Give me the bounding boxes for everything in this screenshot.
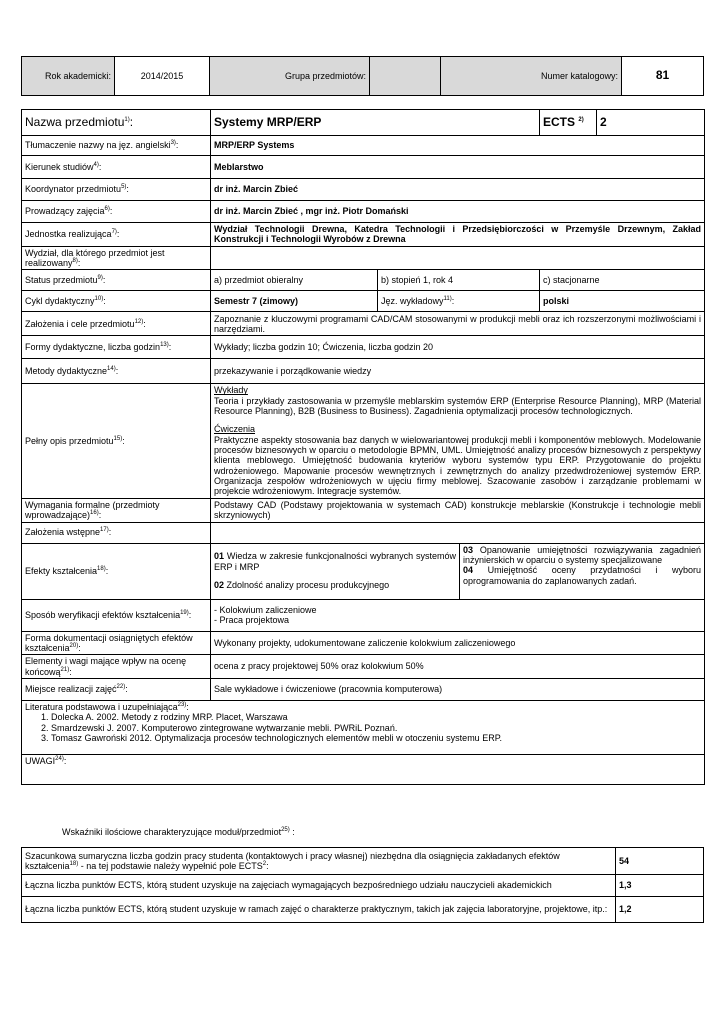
forma-label: Forma dokumentacji osiągniętych efektów kształcenia$^{20)}$: xyxy=(22,631,211,655)
elem-label: Elementy i wagi mające wpływ na ocenę końcową$^{21)}$: xyxy=(22,655,211,679)
metody-value: przekazywanie i porządkowanie wiedzy xyxy=(211,359,705,384)
prow-label: Prowadzący zajęcia$^{6)}$: xyxy=(22,201,211,223)
opis-value xyxy=(211,384,705,498)
ind-row3-value: 1,2 xyxy=(616,897,704,923)
wst-value xyxy=(211,522,705,543)
opis-wyklady-heading: Wykłady xyxy=(214,385,248,396)
nazwa-label: Nazwa przedmiotu$^{1)}$: xyxy=(22,110,211,136)
ind-row1-value: 54 xyxy=(616,848,704,875)
kier-value: Meblarstwo xyxy=(211,156,705,179)
wst-label: Założenia wstępne$^{17)}$: xyxy=(22,522,211,543)
wydz-label: Wydział, dla którego przedmiot jest realizowany$^{8)}$: xyxy=(22,246,211,270)
ects-value: 2 xyxy=(597,110,705,136)
jez-label: Jęz. wykładowy$^{11)}$: xyxy=(378,291,540,312)
status-c: c) stacjonarne xyxy=(540,270,705,291)
literatura xyxy=(22,700,705,754)
opis-cwiczenia-text: Praktyczne aspekty stosowania baz danych w wielowariantowej produkcji mebli i komponentów meblowych. Modelowanie procesów biznesowych w oparciu o metodologie BPMN, UML. Umiejętność analizy procesów biznesowych z perspektywy klienta meblowego. Umiejętność budowania kryteriów wyboru systemów typu ERP. Przygotowanie do projektu wdrożeniowego. Mapowanie procesów wewnętrznych i zewnętrznych do analizy przedwdrożeniowej systemów ERP. Organizacja zespołów wdrożeniowych w ujęciu firmy meblowej. Szacowanie zasobów i zarządzanie problemami w projekcie wdrożeniowym. Integracje systemów. xyxy=(214,434,701,497)
uwagi: UWAGI$^{24)}$: xyxy=(22,754,705,784)
zal-label: Założenia i cele przedmiotu$^{12)}$: xyxy=(22,312,211,336)
nazwa-value: Systemy MRP/ERP xyxy=(211,110,540,136)
status-b: b) stopień 1, rok 4 xyxy=(378,270,540,291)
wym-label: Wymagania formalne (przedmioty wprowadzające)$^{16)}$: xyxy=(22,498,211,522)
rok-value: 2014/2015 xyxy=(115,57,210,96)
ef-04: 04 Umiejętność oceny przydatności i wyboru oprogramowania do zaplanowanych zadań. xyxy=(463,565,701,586)
rok-label: Rok akademicki: xyxy=(22,57,115,96)
kier-label: Kierunek studiów$^{4)}$: xyxy=(22,156,211,179)
ef-01: 01 Wiedza w zakresie funkcjonalności wybranych systemów ERP i MRP xyxy=(214,551,456,572)
jedn-label: Jednostka realizująca$^{7)}$: xyxy=(22,223,211,247)
miejsce-value: Sale wykładowe i ćwiczeniowe (pracownia komputerowa) xyxy=(211,678,705,700)
ects-label: ECTS $^{2)}$ xyxy=(540,110,597,136)
ef-02: 02 Zdolność analizy procesu produkcyjnego xyxy=(214,580,390,591)
status-a: a) przedmiot obieralny xyxy=(211,270,378,291)
miejsce-label: Miejsce realizacji zajęć$^{22)}$: xyxy=(22,678,211,700)
ef-label: Efekty kształcenia$^{18)}$: xyxy=(22,543,211,599)
list-item: 3. Tomasz Gawroński 2012. Optymalizacja procesów technologicznych elementów mebli w otoczeniu systemu ERP. xyxy=(51,733,701,743)
forma-value: Wykonany projekty, udokumentowane zaliczenie kolokwium zaliczeniowego xyxy=(211,631,705,655)
cykl-value: Semestr 7 (zimowy) xyxy=(211,291,378,312)
list-item: 1. Dolecka A. 2002. Metody z rodziny MRP. Placet, Warszawa xyxy=(51,712,701,722)
koord-value: dr inż. Marcin Zbieć xyxy=(211,179,705,201)
list-item: - Praca projektowa xyxy=(214,615,290,625)
lit-label: Literatura podstawowa i uzupełniająca$^{23)}$: xyxy=(25,701,189,712)
spos-label: Sposób weryfikacji efektów kształcenia$^{19)}$: xyxy=(22,599,211,631)
ind-row1-text: Szacunkowa sumaryczna liczba godzin pracy studenta (kontaktowych i pracy własnej) niezbędna dla osiągnięcia zakładanych efektów kształcenia$^{18)}$ - na tej podstawie należy wypełnić pole ECTS$^2$: xyxy=(22,848,616,875)
koord-label: Koordynator przedmiotu$^{5)}$: xyxy=(22,179,211,201)
list-item: 2. Smardzewski J. 2007. Komputerowo zintegrowane wytwarzanie mebli. PWRiL Poznań. xyxy=(51,723,701,733)
elem-value: ocena z pracy projektowej 50% oraz kolokwium 50% xyxy=(211,655,705,679)
course-table xyxy=(21,109,705,785)
catalog-header xyxy=(21,56,704,96)
prow-value: dr inż. Marcin Zbieć , mgr inż. Piotr Domański xyxy=(211,201,705,223)
status-label: Status przedmiotu$^{9)}$: xyxy=(22,270,211,291)
jez-value: polski xyxy=(540,291,705,312)
ef-right xyxy=(460,543,705,599)
metody-label: Metody dydaktyczne$^{14)}$: xyxy=(22,359,211,384)
numer-label: Numer katalogowy: xyxy=(441,57,622,96)
grupa-label: Grupa przedmiotów: xyxy=(210,57,370,96)
ind-row3-text: Łączna liczba punktów ECTS, którą student uzyskuje w ramach zajęć o charakterze praktycznym, takich jak zajęcia laboratoryjne, projektowe, itp.: xyxy=(22,897,616,923)
cykl-label: Cykl dydaktyczny$^{10)}$: xyxy=(22,291,211,312)
jedn-value: Wydział Technologii Drewna, Katedra Technologii i Przedsiębiorczości w Przemyśle Drzewnym, Zakład Konstrukcji i Technologii Wyrobów z Drewna xyxy=(211,223,705,247)
opis-cwiczenia-heading: Ćwiczenia xyxy=(214,424,256,435)
ef-left xyxy=(211,543,460,599)
wydz-value xyxy=(211,246,705,270)
spos-value xyxy=(211,599,705,631)
wym-value: Podstawy CAD (Podstawy projektowania w systemach CAD) konstrukcje meblarskie (Konstrukcje i technologie mebli skrzyniowych) xyxy=(211,498,705,522)
ind-row2-text: Łączna liczba punktów ECTS, którą student uzyskuje na zajęciach wymagających bezpośredniego udziału nauczycieli akademickich xyxy=(22,875,616,897)
formy-value: Wykłady; liczba godzin 10; Ćwiczenia, liczba godzin 20 xyxy=(211,336,705,359)
list-item: - Kolokwium zaliczeniowe xyxy=(214,604,317,615)
zal-value: Zapoznanie z kluczowymi programami CAD/CAM stosowanymi w produkcji mebli oraz ich rozszerzonymi możliwościami i narzędziami. xyxy=(211,312,705,336)
formy-label: Formy dydaktyczne, liczba godzin$^{13)}$: xyxy=(22,336,211,359)
tlum-label: Tłumaczenie nazwy na jęz. angielski$^{3)}$: xyxy=(22,136,211,156)
numer-value: 81 xyxy=(622,57,704,96)
ef-03: 03 Opanowanie umiejętności rozwiązywania zagadnień inżynierskich w oparciu o systemy specjalizowane xyxy=(463,544,701,565)
indicators-caption: Wskaźniki ilościowe charakteryzujące moduł/przedmiot$^{25)}$ : xyxy=(62,827,295,837)
opis-wyklady-text: Teoria i przykłady zastosowania w przemyśle meblarskim systemów ERP (Enterprise Resource Planning), MRP (Material Resource Planning), B2B (Business to Business). Zagadnienia optymalizacji procesów technologicznych. xyxy=(214,395,701,417)
opis-label: Pełny opis przedmiotu$^{15)}$: xyxy=(22,384,211,498)
ind-row2-value: 1,3 xyxy=(616,875,704,897)
grupa-value xyxy=(370,57,441,96)
tlum-value: MRP/ERP Systems xyxy=(211,136,705,156)
indicators-table xyxy=(21,847,704,923)
